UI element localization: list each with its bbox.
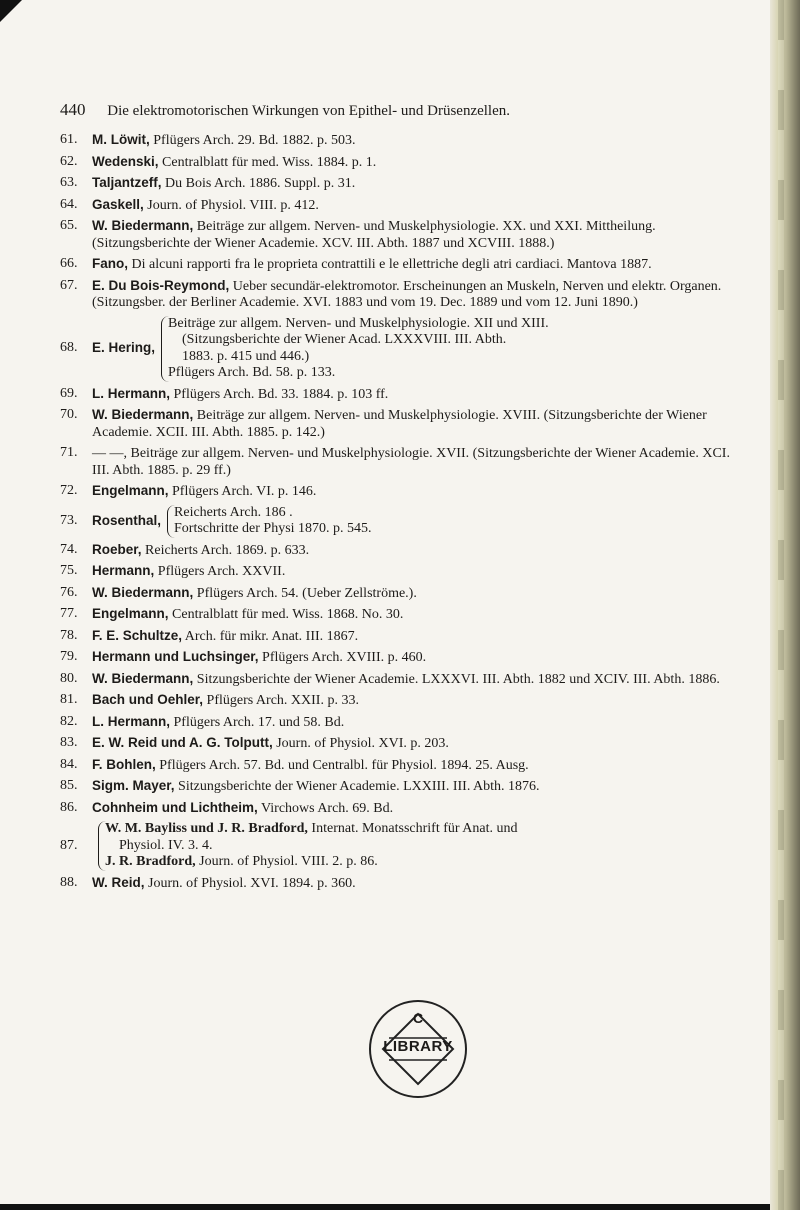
reference-author: Rosenthal,: [92, 512, 162, 528]
reference-line: [105, 821, 517, 838]
reference-line: 1883. p. 415 und 446.): [182, 348, 310, 364]
reference-number: 70.: [60, 407, 78, 422]
reference-author: Cohnheim und Lichtheim,: [92, 799, 258, 815]
reference-text: — —, Beiträge zur allgem. Nerven- und Muskelphysiologie. XVII. (Sitzungsberichte der Wiener Academie. XCI. III. Abth. 1885. p. 29 ff.): [92, 446, 730, 478]
reference-author: Fano,: [92, 256, 128, 271]
reference-number: 76.: [60, 584, 78, 600]
reference-text: Journ. of Physiol. VIII. p. 412.: [147, 197, 319, 213]
reference-author: W. Biedermann,: [92, 584, 194, 600]
reference-text: Virchows Arch. 69. Bd.: [261, 800, 394, 816]
reference-entry: [60, 386, 750, 404]
reference-line: [105, 838, 517, 855]
reference-author: W. Reid,: [92, 874, 145, 890]
reference-number: 65.: [60, 218, 78, 233]
reference-number: 72.: [60, 483, 78, 498]
reference-entry: [60, 671, 750, 689]
reference-line: Fortschritte der Physi 1870. p. 545.: [174, 521, 372, 536]
reference-number: 87.: [60, 837, 78, 853]
reference-text: Pflügers Arch. Bd. 33. 1884. p. 103 ff.: [173, 386, 389, 402]
reference-author: Bach und Oehler,: [92, 692, 204, 707]
reference-author: Sigm. Mayer,: [92, 778, 175, 793]
reference-number: 81.: [60, 692, 78, 707]
reference-text: Arch. für mikr. Anat. III. 1867.: [184, 628, 359, 644]
reference-brace: [98, 821, 517, 871]
reference-entry: [60, 278, 750, 312]
page-corner-shadow: [0, 0, 22, 22]
reference-number: 80.: [60, 670, 78, 686]
reference-entry-87: [60, 821, 750, 871]
reference-number: 88.: [60, 874, 78, 890]
reference-entry: [60, 542, 750, 560]
reference-text: Centralblatt für med. Wiss. 1884. p. 1.: [162, 154, 377, 170]
reference-number: 75.: [60, 563, 78, 578]
reference-text: Sitzungsberichte der Wiener Academie. LXXIII. III. Abth. 1876.: [178, 779, 540, 794]
reference-text: Pflügers Arch. 17. und 58. Bd.: [173, 714, 345, 730]
reference-author: J. R. Bradford,: [105, 854, 196, 869]
reference-number: 71.: [60, 445, 78, 460]
running-title: Die elektromotorischen Wirkungen von Epithel- und Drüsenzellen.: [107, 103, 511, 119]
reference-text: Journ. of Physiol. XVI. p. 203.: [276, 736, 449, 751]
reference-list: [60, 132, 750, 896]
reference-text: Pflügers Arch. 57. Bd. und Centralbl. für Physiol. 1894. 25. Ausg.: [159, 757, 529, 773]
reference-entry: [60, 256, 750, 274]
reference-entry: [60, 563, 750, 581]
reference-number: 61.: [60, 132, 78, 147]
reference-number: 64.: [60, 196, 78, 212]
reference-number: 66.: [60, 256, 78, 271]
reference-author: Hermann,: [92, 563, 155, 578]
reference-author: Roeber,: [92, 541, 142, 557]
reference-text: Physiol. IV. 3. 4.: [119, 837, 213, 853]
reference-entry: [60, 585, 750, 603]
reference-text: Pflügers Arch. VI. p. 146.: [172, 484, 317, 499]
reference-text: Sitzungsberichte der Wiener Academie. LXXXVI. III. Abth. 1882 und XCIV. III. Abth. 1886.: [196, 671, 720, 687]
reference-author: Hermann und Luchsinger,: [92, 649, 259, 664]
stamp-top-text: C: [412, 1010, 424, 1026]
reference-author: W. Biedermann,: [92, 670, 194, 686]
reference-number: 78.: [60, 627, 78, 643]
reference-number: 82.: [60, 713, 78, 729]
reference-number: 69.: [60, 385, 78, 401]
reference-number: 79.: [60, 649, 78, 664]
reference-author: E. W. Reid und A. G. Tolputt,: [92, 735, 273, 750]
stamp-label: LIBRARY: [383, 1038, 453, 1055]
reference-text: Internat. Monatsschrift für Anat. und: [311, 821, 518, 836]
reference-number: 86.: [60, 799, 78, 815]
reference-author: E. Du Bois-Reymond,: [92, 277, 230, 293]
reference-number: 83.: [60, 735, 78, 750]
reference-brace: [161, 316, 549, 382]
reference-number: 63.: [60, 175, 78, 190]
reference-entry-68: [60, 316, 750, 382]
reference-author: L. Hermann,: [92, 713, 171, 729]
reference-author: Engelmann,: [92, 606, 169, 621]
reference-entry: [60, 197, 750, 215]
reference-entry: [60, 778, 750, 796]
reference-text: Reicherts Arch. 1869. p. 633.: [145, 542, 310, 558]
reference-entry: [60, 132, 750, 150]
reference-entry: [60, 649, 750, 667]
reference-entry: [60, 175, 750, 193]
reference-text: Pflügers Arch. XXVII.: [157, 564, 286, 579]
reference-text: Di alcuni rapporti fra le proprieta contrattili e le ellettriche degli atri cardiaci. Mantova 1887.: [131, 257, 652, 272]
reference-line: Reicherts Arch. 186 .: [174, 504, 293, 520]
reference-author: W. M. Bayliss und J. R. Bradford,: [105, 821, 308, 836]
reference-line: (Sitzungsberichte der Wiener Acad. LXXXVIII. III. Abth.: [182, 332, 507, 347]
reference-author: E. Hering,: [92, 340, 156, 356]
reference-author: M. Löwit,: [92, 132, 150, 147]
reference-author: Taljantzeff,: [92, 175, 162, 190]
reference-number: 62.: [60, 153, 78, 169]
reference-text: Pflügers Arch. XVIII. p. 460.: [262, 650, 427, 665]
reference-text: Pflügers Arch. XXII. p. 33.: [206, 693, 359, 708]
reference-number: 77.: [60, 606, 78, 621]
reference-number: 67.: [60, 277, 78, 293]
reference-brace: [167, 505, 372, 538]
reference-line: Pflügers Arch. Bd. 58. p. 133.: [168, 365, 336, 380]
reference-entry: [60, 628, 750, 646]
reference-author: F. E. Schultze,: [92, 627, 183, 643]
reference-number: 74.: [60, 541, 78, 557]
reference-entry: [60, 692, 750, 710]
reference-text: Centralblatt für med. Wiss. 1868. No. 30.: [172, 607, 404, 622]
reference-entry: [60, 606, 750, 624]
library-stamp: [369, 1000, 467, 1098]
reference-author: W. Biedermann,: [92, 218, 194, 233]
reference-entry-88: [60, 875, 750, 893]
reference-entry: [60, 714, 750, 732]
reference-line: [105, 854, 517, 871]
reference-entry: [60, 735, 750, 753]
reference-line: Beiträge zur allgem. Nerven- und Muskelphysiologie. XII und XIII.: [168, 315, 549, 331]
reference-entry: [60, 407, 750, 441]
reference-author: L. Hermann,: [92, 385, 171, 401]
reference-text: Journ. of Physiol. VIII. 2. p. 86.: [199, 854, 378, 869]
page-header: [60, 100, 510, 120]
reference-entry: [60, 218, 750, 252]
reference-author: F. Bohlen,: [92, 756, 156, 772]
reference-text: Pflügers Arch. 54. (Ueber Zellströme.).: [196, 585, 417, 601]
reference-entry: [60, 483, 750, 501]
reference-entry: [60, 445, 750, 479]
page-bottom-edge: [0, 1204, 770, 1210]
reference-number: 85.: [60, 778, 78, 793]
page-number: 440: [60, 100, 86, 119]
reference-entry: [60, 800, 750, 818]
reference-number: 84.: [60, 756, 78, 772]
reference-entry: [60, 154, 750, 172]
reference-author: W. Biedermann,: [92, 407, 194, 422]
reference-author: Gaskell,: [92, 196, 144, 212]
reference-number: 68.: [60, 340, 78, 356]
page-edge: [770, 0, 800, 1210]
reference-number: 73.: [60, 512, 78, 528]
reference-text: Pflügers Arch. 29. Bd. 1882. p. 503.: [153, 133, 356, 148]
reference-text: Beiträge zur allgem. Nerven- und Muskelphysiologie. XX. und XXI. Mittheilung. (Sitzungsberichte der Wiener Academie. XCV. III. Abth. 1887 und XCVIII. 1888.): [92, 219, 656, 251]
reference-entry: [60, 757, 750, 775]
reference-text: Du Bois Arch. 1886. Suppl. p. 31.: [165, 176, 356, 191]
reference-entry-73: [60, 505, 750, 538]
reference-text: Beiträge zur allgem. Nerven- und Muskelphysiologie. XVIII. (Sitzungsberichte der Wiener Academie. XCII. III. Abth. 1885. p. 142.): [92, 408, 707, 440]
reference-text: Journ. of Physiol. XVI. 1894. p. 360.: [148, 875, 356, 891]
reference-text: Ueber secundär-elektromotor. Erscheinungen an Muskeln, Nerven und elektr. Organen. (Sitzungsber. der Berliner Academie. XVI. 1883 und vom 19. Dec. 1889 und vom 12. Juni 1890.): [92, 278, 722, 310]
reference-author: Engelmann,: [92, 483, 169, 498]
reference-author: Wedenski,: [92, 153, 159, 169]
